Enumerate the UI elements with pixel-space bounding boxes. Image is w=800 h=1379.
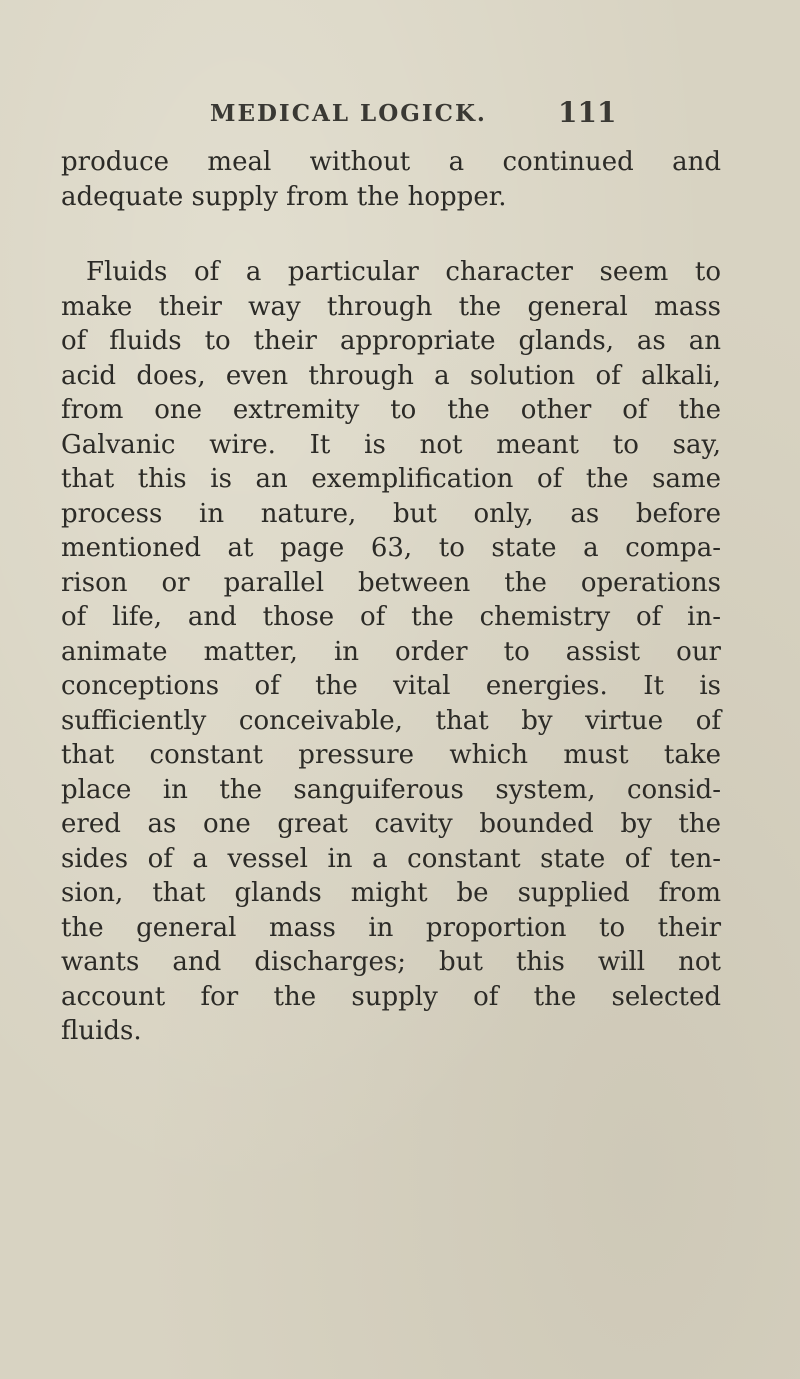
text-line: process in nature, but only, as before — [61, 498, 721, 529]
text-line: that this is an exemplification of the same — [61, 464, 721, 494]
text-line: produce meal without a continued and — [61, 147, 721, 177]
text-line: that constant pressure which must take — [61, 740, 721, 770]
paragraph-gap — [61, 214, 721, 255]
text-line: sides of a vessel in a constant state of ten- — [61, 843, 721, 874]
text-line: animate matter, in order to assist our — [61, 636, 721, 667]
text-line: Fluids of a particular character seem to — [86, 257, 721, 287]
text-line: the general mass in proportion to their — [61, 912, 721, 943]
text-line: from one extremity to the other of the — [61, 395, 721, 425]
text-line: of life, and those of the chemistry of in- — [61, 602, 721, 632]
text-line: sufficiently conceivable, that by virtue of — [61, 705, 721, 736]
text-line: of fluids to their appropriate glands, as an — [61, 326, 721, 356]
text-line: make their way through the general mass — [61, 291, 721, 322]
text-line: acid does, even through a solution of alkali, — [61, 360, 721, 391]
page-number: 111 — [558, 96, 617, 129]
text-line: Galvanic wire. It is not meant to say, — [61, 429, 721, 460]
text-line: ered as one great cavity bounded by the — [61, 809, 721, 839]
text-line: account for the supply of the selected — [61, 981, 721, 1012]
body-text — [61, 145, 721, 1049]
text-line: rison or parallel between the operations — [61, 567, 721, 598]
text-line: conceptions of the vital energies. It is — [61, 671, 721, 701]
text-line: fluids. — [61, 1016, 142, 1046]
text-line: place in the sanguiferous system, consid- — [61, 774, 721, 805]
paragraph-1 — [61, 145, 721, 214]
text-line: sion, that glands might be supplied from — [61, 878, 721, 908]
running-head — [0, 96, 800, 140]
text-line: mentioned at page 63, to state a compa- — [61, 533, 721, 563]
text-line: wants and discharges; but this will not — [61, 947, 721, 977]
running-title: MEDICAL LOGICK. — [210, 100, 487, 127]
paragraph-2 — [61, 255, 721, 1049]
text-line: adequate supply from the hopper. — [61, 181, 507, 212]
